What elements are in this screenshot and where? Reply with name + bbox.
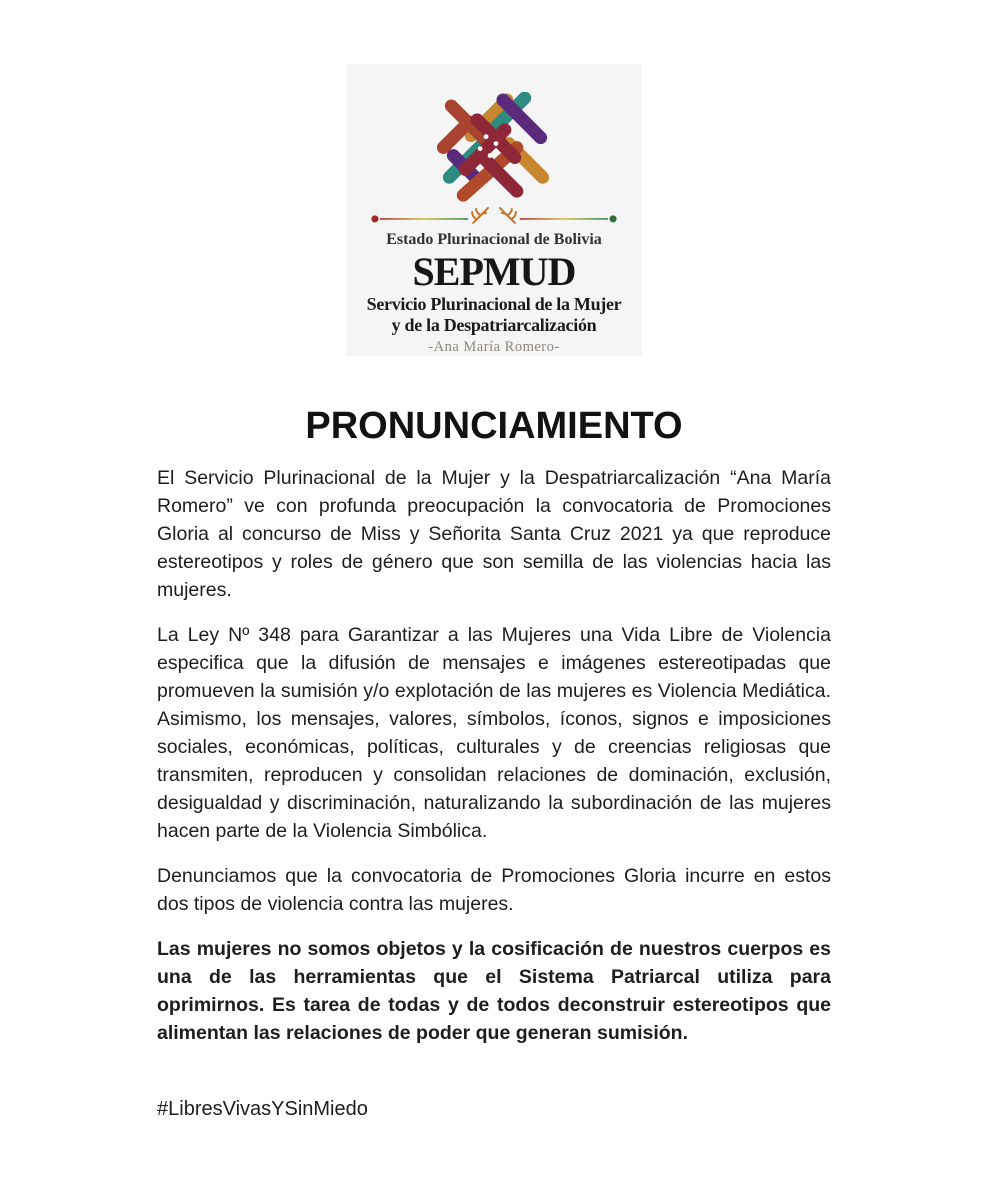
hashtag-text: #LibresVivasYSinMiedo <box>157 1098 368 1120</box>
logo-honoree-text: -Ana María Romero- <box>428 339 560 355</box>
divider-right-dot <box>609 215 616 222</box>
wheat-sprig-left <box>472 208 488 223</box>
flag-divider <box>368 206 620 226</box>
paragraph-1: El Servicio Plurinacional de la Mujer y la Despatriarcalización “Ana María Romero” ve con profunda preocupación la convocatoria de Promociones Gloria al concurso de Miss y Señorita Santa Cruz 2021 ya que reproduce estereotipos y roles de género que son semilla de las violencias hacia las mujeres. <box>157 467 831 601</box>
divider-left-dot <box>371 215 378 222</box>
logo-org-line2: y de la Despatriarcalización <box>391 315 597 335</box>
logo-country-text: Estado Plurinacional de Bolivia <box>386 231 602 248</box>
logo-acronym-text: SEPMUD <box>412 249 576 294</box>
emphasis-paragraph: Las mujeres no somos objetos y la cosificación de nuestros cuerpos es una de las herramientas que el Sistema Patriarcal utiliza para oprimirnos. Es tarea de todas y de todos deconstruir estereotipos que alimentan las relaciones de poder que generan sumisión. <box>157 938 831 1044</box>
woven-knot-icon <box>429 92 559 203</box>
document-body <box>157 464 831 1123</box>
sepmud-logo <box>346 64 642 356</box>
wheat-sprig-right <box>500 208 516 223</box>
logo-org-line1: Servicio Plurinacional de la Mujer <box>366 294 622 314</box>
paragraph-2: La Ley Nº 348 para Garantizar a las Mujeres una Vida Libre de Violencia especifica que la difusión de mensajes e imágenes estereotipadas que promueven la sumisión y/o explotación de las mujeres es Violencia Mediática. Asimismo, los mensajes, valores, símbolos, íconos, signos e imposiciones sociales, económicas, políticas, culturales y de creencias religiosas que transmiten, reproducen y consolidan relaciones de dominación, exclusión, desigualdad y discriminación, naturalizando la subordinación de las mujeres hacen parte de la Violencia Simbólica. <box>157 624 831 842</box>
page-title: PRONUNCIAMIENTO <box>305 405 683 447</box>
paragraph-3: Denunciamos que la convocatoria de Promociones Gloria incurre en estos dos tipos de violencia contra las mujeres. <box>157 865 831 915</box>
